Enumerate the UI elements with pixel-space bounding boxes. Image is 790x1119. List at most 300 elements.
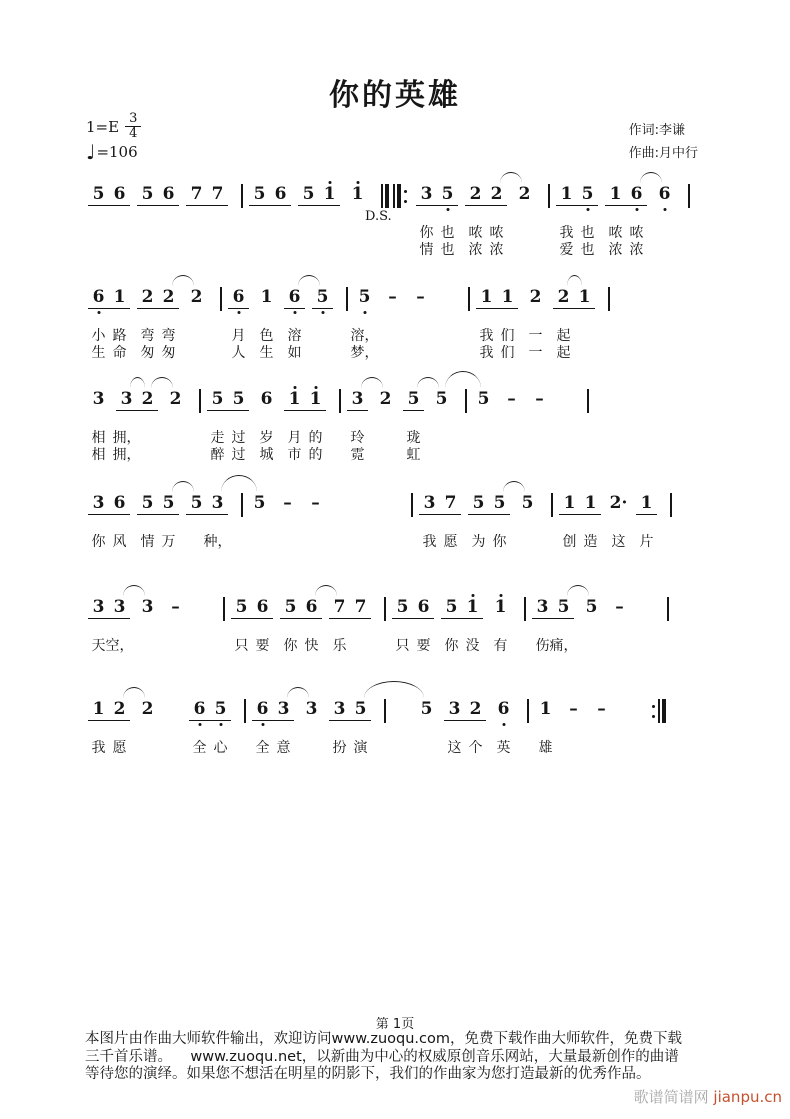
dot-slot xyxy=(298,178,319,184)
note-group xyxy=(375,383,396,417)
note: 1 xyxy=(351,184,364,204)
dot-slot xyxy=(305,487,326,493)
octave-dots-above xyxy=(559,487,601,493)
dot-slot xyxy=(270,178,291,184)
measure-gap xyxy=(637,591,661,601)
note-digits xyxy=(416,184,458,206)
note: 6 xyxy=(288,287,301,307)
note-digits xyxy=(581,597,602,619)
note-digits xyxy=(249,493,270,515)
dot-slot xyxy=(165,619,186,625)
beam-group xyxy=(228,281,249,315)
note-group xyxy=(354,281,375,315)
note: 5 xyxy=(407,389,420,409)
dot-slot xyxy=(228,411,249,417)
measure-gap xyxy=(333,487,357,497)
octave-dots-below xyxy=(301,721,322,727)
lyric-char: 们 xyxy=(500,344,515,361)
dot-slot xyxy=(559,487,580,493)
dot-slot xyxy=(413,591,434,597)
octave-dots-below xyxy=(137,309,179,315)
low-octave-dot xyxy=(654,206,675,212)
note-group xyxy=(137,693,158,727)
lyric-char: 没 xyxy=(465,638,480,654)
note-digits xyxy=(88,287,130,309)
note: 1 xyxy=(113,287,126,307)
note: 2 xyxy=(469,184,482,204)
note: 2 xyxy=(162,287,175,307)
octave-dots-above xyxy=(186,178,228,184)
note-group xyxy=(501,383,522,417)
slur-arc xyxy=(298,275,320,286)
note-digits xyxy=(116,389,158,411)
dot-slot xyxy=(392,591,413,597)
note-group xyxy=(493,693,514,727)
note: 6 xyxy=(497,699,510,719)
low-octave-dot xyxy=(493,721,514,727)
note: 1 xyxy=(323,184,336,204)
note-group xyxy=(382,281,403,315)
dot-slot xyxy=(207,206,228,212)
dot-slot xyxy=(465,178,486,184)
dot-slot xyxy=(490,619,511,625)
octave-dots-below xyxy=(419,515,461,521)
lyric-char: 相 xyxy=(91,430,106,446)
dot-slot xyxy=(525,309,546,315)
lyric-char: 伤 xyxy=(535,638,550,654)
lyric-char: 我 xyxy=(479,344,494,361)
octave-dots-below xyxy=(581,619,602,625)
bar-line-stroke xyxy=(241,493,243,517)
bar-line-stroke xyxy=(223,597,225,621)
lyric-char: 万 xyxy=(161,534,176,550)
note: 5 xyxy=(354,699,367,719)
note-digits xyxy=(493,699,514,721)
octave-dots-below xyxy=(636,515,657,521)
octave-dots-above xyxy=(591,693,612,699)
note-group xyxy=(431,383,452,417)
octave-dots-above xyxy=(189,693,231,699)
beam-group xyxy=(88,487,130,521)
dot-slot xyxy=(207,178,228,184)
bar-line xyxy=(548,178,550,208)
octave-dots-below xyxy=(347,411,368,417)
dot-slot xyxy=(228,281,249,287)
note: 5 xyxy=(420,699,433,719)
octave-dots-below xyxy=(535,721,556,727)
low-octave-dot xyxy=(577,206,598,212)
dash-note: – xyxy=(615,597,624,617)
lyric-char: 片 xyxy=(639,534,654,550)
note-digits xyxy=(375,389,396,411)
low-octave-dot xyxy=(189,721,210,727)
dot-slot xyxy=(350,591,371,597)
beam-group xyxy=(559,487,601,521)
page-number: 第 1页 xyxy=(375,1017,415,1032)
note-group xyxy=(563,693,584,727)
dot-slot xyxy=(329,693,350,699)
octave-dots-below xyxy=(312,309,333,315)
note-digits xyxy=(186,493,228,515)
note-digits xyxy=(441,597,483,619)
dot-slot xyxy=(580,515,601,521)
score-line-4 xyxy=(88,487,760,573)
beam-group xyxy=(88,693,130,727)
lyric-char: 生 xyxy=(91,344,106,361)
bar-line-stroke xyxy=(527,699,529,723)
note: 1 xyxy=(480,287,493,307)
beam-group xyxy=(116,383,158,417)
dot-slot xyxy=(256,281,277,287)
note-digits xyxy=(525,287,546,309)
lyric-char: 演 xyxy=(353,740,368,756)
note-digits xyxy=(476,287,518,309)
beam-group xyxy=(532,591,574,625)
note: 7 xyxy=(211,184,224,204)
lyric-char: 为 xyxy=(471,534,486,550)
watermark-site: 歌谱简谱网 xyxy=(633,1088,709,1106)
lyric-char: 命 xyxy=(112,344,127,361)
dot-slot xyxy=(109,619,130,625)
bar-line-stroke xyxy=(346,287,348,311)
dot-slot xyxy=(158,515,179,521)
note-digits xyxy=(137,184,179,206)
page-title: 你的英雄 xyxy=(329,78,461,113)
octave-dots-below xyxy=(410,309,431,315)
low-octave-dot xyxy=(88,309,109,315)
octave-dots-below xyxy=(186,515,228,521)
octave-dots-below xyxy=(329,721,371,727)
bar-line xyxy=(468,281,470,311)
beam-group xyxy=(249,178,291,212)
beam-group xyxy=(88,178,130,212)
beam-group xyxy=(444,693,486,727)
note: 6 xyxy=(113,184,126,204)
dot-slot xyxy=(608,487,629,493)
note-digits xyxy=(301,699,322,721)
note-group xyxy=(256,383,277,417)
note-digits xyxy=(137,493,179,515)
lyric-char: 你 xyxy=(283,638,298,654)
dash-note: – xyxy=(535,389,544,409)
note: 1 xyxy=(563,493,576,513)
dot-slot xyxy=(116,411,137,417)
octave-dots-below xyxy=(207,411,249,417)
tempo-value: =106 xyxy=(96,143,138,161)
dot-slot xyxy=(636,487,657,493)
note: 6 xyxy=(256,699,269,719)
dot-slot xyxy=(440,515,461,521)
dot-slot xyxy=(535,693,556,699)
bar-line-stroke xyxy=(384,597,386,621)
note-group xyxy=(609,591,630,625)
dot-slot xyxy=(413,619,434,625)
note-group xyxy=(416,693,437,727)
lyric-char: 小 xyxy=(91,328,106,344)
dot-slot xyxy=(577,178,598,184)
note-group xyxy=(581,591,602,625)
slur-arc xyxy=(172,275,194,286)
note: 5 xyxy=(162,493,175,513)
slur-arc xyxy=(123,687,145,698)
lyric-char: 种， xyxy=(203,534,232,550)
note: 2 xyxy=(518,184,531,204)
lyric-char: 浓 xyxy=(489,241,504,258)
note: 5 xyxy=(557,597,570,617)
lyric-char: 弯 xyxy=(140,328,155,344)
dot-slot xyxy=(88,411,109,417)
beam-group xyxy=(231,591,273,625)
dash-note: – xyxy=(283,493,292,513)
lyric-char: 要 xyxy=(416,638,431,654)
note: 5 xyxy=(316,287,329,307)
note-group xyxy=(514,178,535,212)
beam-group xyxy=(186,487,228,521)
octave-dots-below xyxy=(591,721,612,727)
note: 3 xyxy=(92,597,105,617)
slur-arc xyxy=(417,377,439,388)
note: 7 xyxy=(354,597,367,617)
note: 3 xyxy=(141,597,154,617)
lyric-char: 个 xyxy=(468,740,483,756)
lyric-char: 哝 xyxy=(489,225,504,241)
note: 1 xyxy=(640,493,653,513)
octave-dots-below xyxy=(284,309,305,315)
dash-note: – xyxy=(569,699,578,719)
dot-slot xyxy=(580,487,601,493)
dot-slot xyxy=(468,487,489,493)
lyric-char: 市 xyxy=(287,446,302,463)
octave-dots-above xyxy=(298,178,340,184)
octave-dots-above xyxy=(256,383,277,389)
octave-dots-above xyxy=(419,487,461,493)
slur-arc xyxy=(503,481,525,492)
watermark-domain: jianpu.cn xyxy=(713,1088,782,1106)
note-group xyxy=(525,281,546,315)
octave-dots-below xyxy=(137,619,158,625)
note-group xyxy=(654,178,675,212)
dot-slot xyxy=(556,206,577,212)
dot-slot xyxy=(410,281,431,287)
octave-dots-above xyxy=(249,178,291,184)
lyric-char: 爱 xyxy=(559,241,574,258)
note: 7 xyxy=(190,184,203,204)
slur-arc xyxy=(151,377,173,388)
watermark xyxy=(634,1086,782,1107)
dot-slot xyxy=(574,309,595,315)
dot-slot xyxy=(189,693,210,699)
dash-note: – xyxy=(507,389,516,409)
note: 5 xyxy=(235,597,248,617)
note-digits xyxy=(354,287,375,309)
octave-dots-below xyxy=(529,411,550,417)
note: 1 xyxy=(92,699,105,719)
dash-note: – xyxy=(388,287,397,307)
octave-dots-above xyxy=(207,383,249,389)
ds-label: D.S. xyxy=(365,209,392,224)
note: 5 xyxy=(141,493,154,513)
lyric-char: 匆 xyxy=(161,344,176,361)
note-digits xyxy=(137,287,179,309)
bar-line xyxy=(527,693,529,723)
octave-dots-below xyxy=(252,721,294,727)
dot-slot xyxy=(636,515,657,521)
lyric-char: 玲 xyxy=(350,430,365,446)
lyric-char: 匆 xyxy=(140,344,155,361)
measure-gap xyxy=(357,487,381,497)
beam-group xyxy=(416,178,458,212)
beam-group xyxy=(347,383,368,417)
lyric-char: 哝 xyxy=(629,225,644,241)
note: 3 xyxy=(423,493,436,513)
dot-slot xyxy=(158,309,179,315)
dot-slot xyxy=(486,206,507,212)
note-group xyxy=(410,281,431,315)
dot-slot xyxy=(476,281,497,287)
repeat-start-bar xyxy=(365,178,410,224)
dot-slot xyxy=(563,693,584,699)
note: 1 xyxy=(260,287,273,307)
note: 1 xyxy=(288,389,301,409)
octave-dots-above xyxy=(88,281,130,287)
note: 6 xyxy=(193,699,206,719)
note: 2 xyxy=(529,287,542,307)
octave-dots-below xyxy=(249,515,270,521)
lyric-char: 创 xyxy=(562,534,577,550)
note-flow xyxy=(88,693,760,727)
note-digits xyxy=(473,389,494,411)
lyric-char: 风 xyxy=(112,534,127,550)
note-digits xyxy=(392,597,434,619)
bar-line xyxy=(524,591,526,621)
dot-slot xyxy=(109,281,130,287)
note-digits xyxy=(556,184,598,206)
octave-dots-below xyxy=(501,411,522,417)
slur-arc xyxy=(640,172,662,183)
low-octave-dot xyxy=(252,721,273,727)
lyric-char: 拥， xyxy=(112,446,141,463)
note-digits xyxy=(312,287,333,309)
low-octave-dot xyxy=(284,309,305,315)
note: 5 xyxy=(211,389,224,409)
note: 2 xyxy=(141,389,154,409)
tempo xyxy=(86,140,141,164)
lyric-char: 空， xyxy=(105,638,134,654)
note-digits xyxy=(165,389,186,411)
dot-slot xyxy=(207,515,228,521)
octave-dots-below xyxy=(382,309,403,315)
low-octave-dot xyxy=(626,206,647,212)
note-digits xyxy=(403,389,424,411)
octave-dots-below xyxy=(525,309,546,315)
dot-slot xyxy=(252,693,273,699)
note: 6 xyxy=(256,597,269,617)
note: 1 xyxy=(539,699,552,719)
dot-slot xyxy=(532,619,553,625)
lyric-char: 情 xyxy=(140,534,155,550)
dot-slot xyxy=(249,206,270,212)
high-octave-dot xyxy=(305,383,326,389)
octave-dots-below xyxy=(609,619,630,625)
octave-dots-below xyxy=(249,206,291,212)
dot-slot xyxy=(280,591,301,597)
beam-group xyxy=(605,178,647,212)
octave-dots-below xyxy=(256,309,277,315)
measure-gap xyxy=(557,383,581,393)
beam-group xyxy=(207,383,249,417)
note-digits xyxy=(186,287,207,309)
note-group xyxy=(165,383,186,417)
note-flow xyxy=(88,178,760,224)
octave-dots-below xyxy=(654,206,675,212)
lyric-char: 要 xyxy=(255,638,270,654)
credits xyxy=(629,120,698,166)
bar-line-stroke xyxy=(587,389,589,413)
note: 3 xyxy=(536,597,549,617)
dot-slot xyxy=(382,309,403,315)
lyric-char: 如 xyxy=(287,344,302,361)
note-digits xyxy=(88,493,130,515)
note-digits xyxy=(137,699,158,721)
octave-dots-below xyxy=(514,206,535,212)
dot-slot xyxy=(444,693,465,699)
octave-dots-below xyxy=(189,721,231,727)
octave-dots-above xyxy=(347,178,368,184)
dot-slot xyxy=(563,721,584,727)
note: 5 xyxy=(232,389,245,409)
lyric-char: 哝 xyxy=(608,225,623,241)
note: 3 xyxy=(113,597,126,617)
octave-dots-below xyxy=(468,515,510,521)
high-octave-dot xyxy=(462,591,483,597)
dot-slot xyxy=(207,383,228,389)
measure-gap xyxy=(381,487,405,497)
lyric-char: 虹 xyxy=(406,446,421,463)
lyric-char: 浓 xyxy=(608,241,623,258)
note: 6 xyxy=(113,493,126,513)
note-digits xyxy=(468,493,510,515)
time-denominator: 4 xyxy=(129,126,138,141)
octave-dots-below xyxy=(284,411,326,417)
note: 1 xyxy=(309,389,322,409)
note-group xyxy=(591,693,612,727)
high-octave-dot xyxy=(347,178,368,184)
octave-dots-below xyxy=(137,206,179,212)
lyric-char: 也 xyxy=(440,225,455,241)
lyric-char: 珑 xyxy=(406,430,421,446)
octave-dots-above xyxy=(228,281,249,287)
note: 3 xyxy=(305,699,318,719)
dash-note: – xyxy=(311,493,320,513)
dot-slot xyxy=(305,411,326,417)
dot-slot xyxy=(501,411,522,417)
octave-dots-below xyxy=(280,619,322,625)
octave-dots-above xyxy=(88,383,109,389)
octave-dots-below xyxy=(476,309,518,315)
beam-group xyxy=(419,487,461,521)
dot-slot xyxy=(444,721,465,727)
repeat-end-bar xyxy=(649,693,666,723)
octave-dots-below xyxy=(88,309,130,315)
score-line-3 xyxy=(88,383,760,469)
dot-slot xyxy=(109,487,130,493)
note: 2· xyxy=(609,493,628,513)
octave-dots-below xyxy=(493,721,514,727)
bar-line-stroke xyxy=(199,389,201,413)
note: 5 xyxy=(581,184,594,204)
lyric-char: 浓 xyxy=(629,241,644,258)
quarter-note-icon: ♩ xyxy=(86,140,96,164)
